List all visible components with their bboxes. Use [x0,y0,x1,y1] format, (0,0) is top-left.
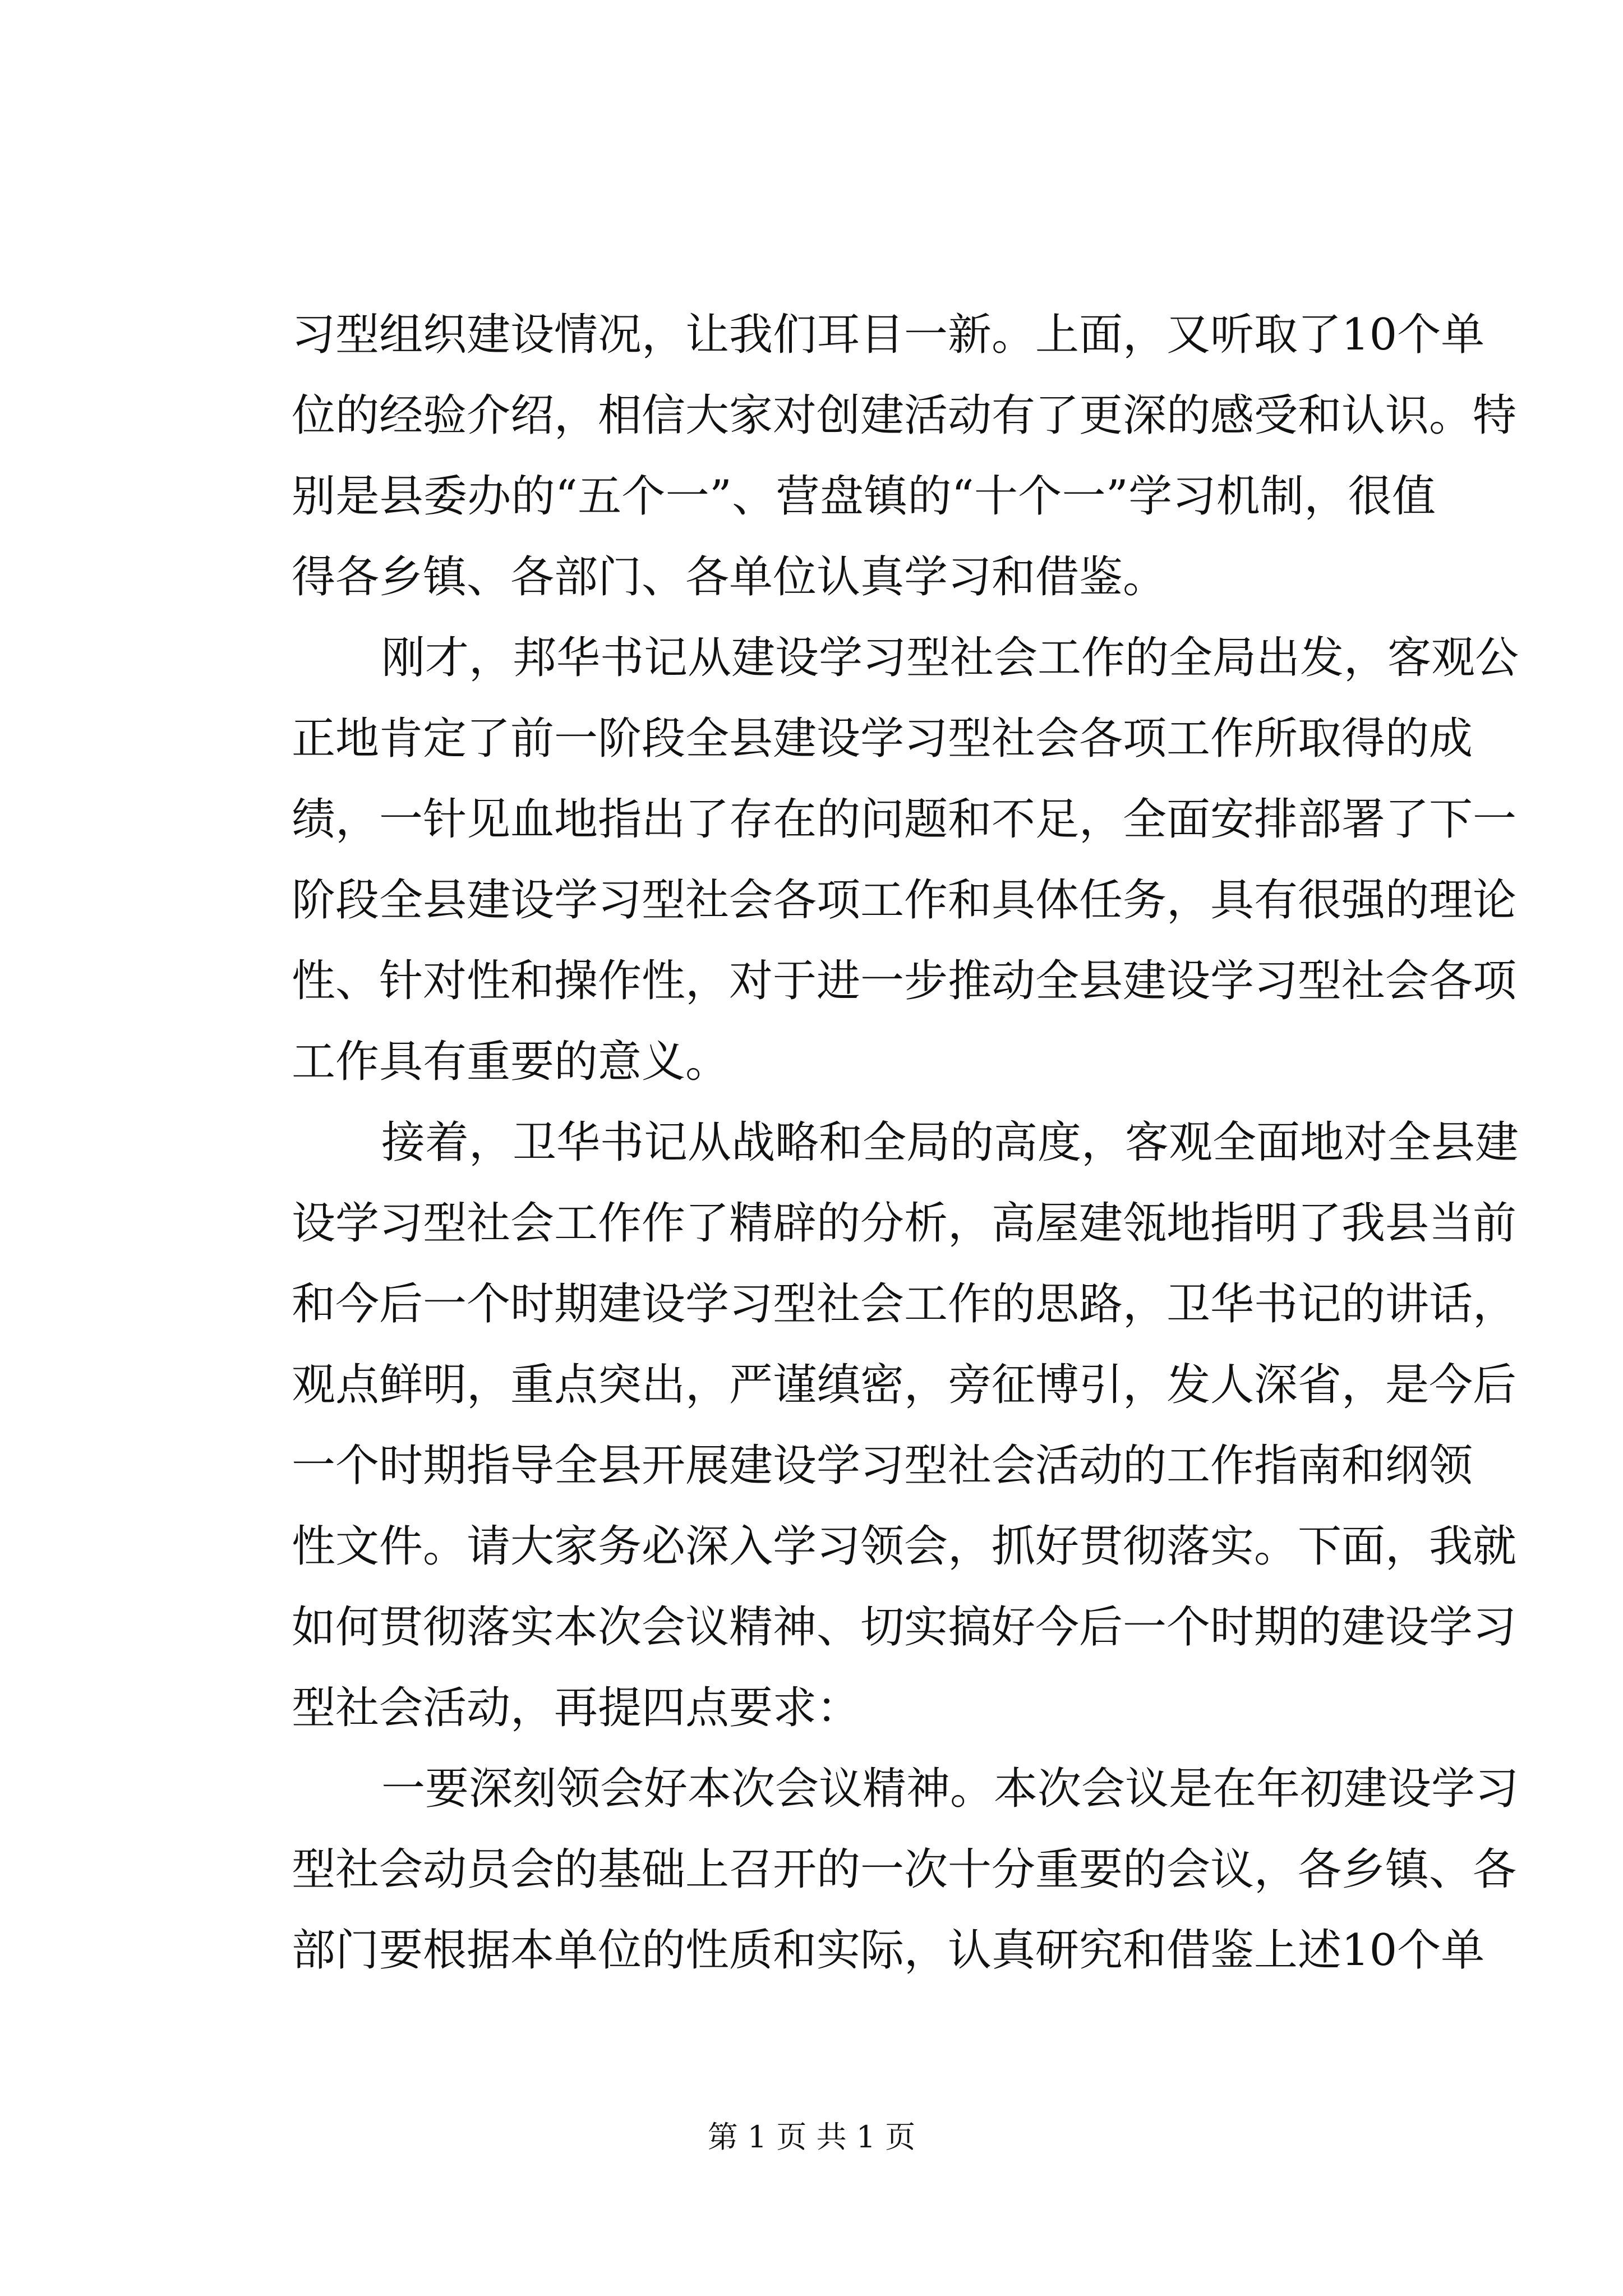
text-line: 习型组织建设情况，让我们耳目一新。上面，又听取了10个单 [292,310,1485,360]
text-line: 型社会活动，再提四点要求： [292,1683,861,1733]
text-line: 位的经验介绍，相信大家对创建活动有了更深的感受和认识。特 [292,390,1517,441]
text-line: 部门要根据本单位的性质和实际，认真研究和借鉴上述10个单 [292,1925,1485,1976]
text-line: 刚才，邦华书记从建设学习型社会工作的全局出发，客观公 [381,633,1519,683]
page-footer: 第 1 页 共 1 页 [707,2119,916,2155]
text-line: 设学习型社会工作作了精辟的分析，高屋建瓴地指明了我县当前 [292,1198,1517,1249]
text-line: 观点鲜明，重点突出，严谨缜密，旁征博引，发人深省，是今后 [292,1360,1517,1410]
text-line: 和今后一个时期建设学习型社会工作的思路，卫华书记的讲话， [292,1279,1517,1329]
text-line: 型社会动员会的基础上召开的一次十分重要的会议，各乡镇、各 [292,1844,1517,1895]
text-line: 绩，一针见血地指出了存在的问题和不足，全面安排部署了下一 [292,794,1517,845]
text-line: 一要深刻领会好本次会议精神。本次会议是在年初建设学习 [381,1764,1519,1814]
document-body [292,295,1519,1991]
text-line: 性文件。请大家务必深入学习领会，抓好贯彻落实。下面，我就 [292,1521,1517,1572]
text-line: 阶段全县建设学习型社会各项工作和具体任务，具有很强的理论 [292,875,1517,926]
text-line: 接着，卫华书记从战略和全局的高度，客观全面地对全县建 [381,1117,1519,1168]
text-line: 得各乡镇、各部门、各单位认真学习和借鉴。 [292,552,1167,602]
text-line: 别是县委办的“五个一”、营盘镇的“十个一”学习机制，很值 [292,471,1436,522]
text-line: 一个时期指导全县开展建设学习型社会活动的工作指南和纲领 [292,1441,1473,1491]
text-line: 正地肯定了前一阶段全县建设学习型社会各项工作所取得的成 [292,714,1473,764]
text-line: 工作具有重要的意义。 [292,1037,730,1087]
text-line: 性、针对性和操作性，对于进一步推动全县建设学习型社会各项 [292,956,1517,1006]
text-line: 如何贯彻落实本次会议精神、切实搞好今后一个时期的建设学习 [292,1602,1517,1653]
